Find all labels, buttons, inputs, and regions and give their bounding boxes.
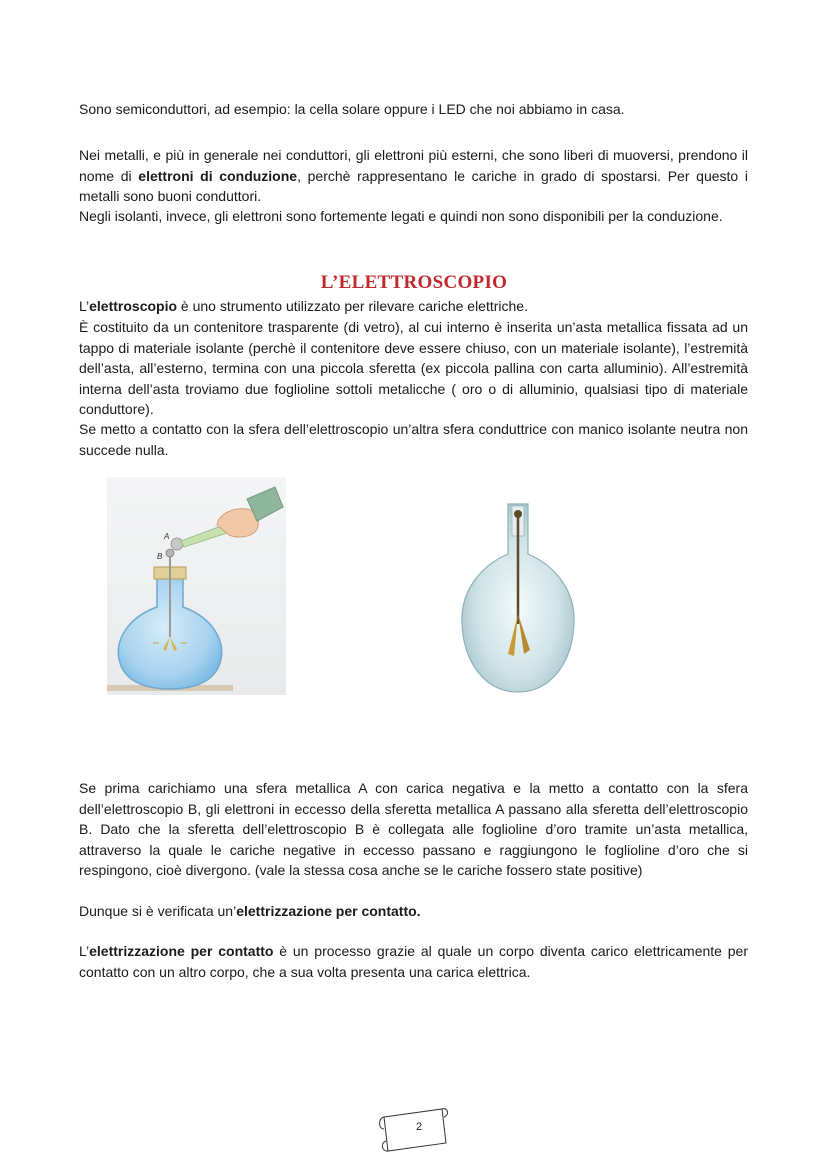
paragraph-contact-charging xyxy=(79,778,748,881)
paragraph-electroscope-def xyxy=(79,296,748,317)
section-title: L’ELETTROSCOPIO xyxy=(320,272,508,293)
term-contact-electrification-def: elettrizzazione per contatto xyxy=(89,943,274,959)
paragraph-insulators xyxy=(79,206,748,227)
paragraph-neutral-contact xyxy=(79,419,748,460)
text-conductors-c: , perchè rappresentano le cariche in grado di spostarsi. Per questo i metalli sono buoni conduttori. xyxy=(79,167,748,204)
paragraph-conductors xyxy=(79,145,748,207)
paragraph-contact-definition xyxy=(79,941,748,982)
paragraph-electroscope-structure xyxy=(79,317,748,420)
label-sphere-a: A xyxy=(164,532,170,541)
text-e3: Se metto a contatto con la sfera dell’elettroscopio un’altra sfera conduttrice con manico isolante neutra non succede nulla. xyxy=(79,421,748,458)
paragraph-contact-conclusion xyxy=(79,901,748,922)
label-sphere-b: B xyxy=(157,552,163,561)
text-e1-c: è uno strumento utilizzato per rilevare cariche elettriche. xyxy=(177,298,528,314)
term-electroscope: elettroscopio xyxy=(89,298,178,314)
text-conductors-a: Nei metalli, e più in generale nei conduttori, gli elettroni più esterni, che sono liberi di muoversi, prendono il nome di xyxy=(79,147,748,184)
text-insulators: Negli isolanti, invece, gli elettroni sono fortemente legati e quindi non sono disponibili per la conduzione. xyxy=(79,208,723,224)
text-e2: È costituito da un contenitore trasparente (di vetro), al cui interno è inserita un’asta metallica fissata ad un tappo di materiale isolante (perchè il contenitore deve essere chiuso, con un materiale isolante), l’estremità dell’asta, all’esterno, termina con una piccola sferetta (ex piccola pallina con carta alluminio). All’estremità interna dell’asta troviamo due foglioline sottoli metalicche ( oro o di alluminio, qualsiasi tipo di materiale conduttore). xyxy=(79,319,748,417)
text-c3-a: L’ xyxy=(79,943,90,959)
electroscope-diagram-icon xyxy=(107,477,286,695)
text-c2-a: Dunque si è verificata un’ xyxy=(79,903,237,919)
paragraph-semiconductors xyxy=(79,99,748,120)
text-c1: Se prima carichiamo una sfera metallica A con carica negativa e la metto a contatto con la sfera dell’elettroscopio B, gli elettroni in eccesso della sferetta metallica A passano alla sferetta dell’elettroscopio B. Dato che la sferetta dell’elettroscopio B è collegata alle foglioline d’oro tramite un’asta metallica, attraverso la quale le cariche negative in eccesso passano e raggiungono le foglioline d’oro che si respingono, cioè divergono. (vale la stessa cosa anche se le cariche fossero state positive) xyxy=(79,780,748,878)
page-number: 2 xyxy=(415,1121,423,1133)
text-e1-a: L’ xyxy=(79,298,90,314)
text-c3-c: è un processo grazie al quale un corpo diventa carico elettricamente per contatto con un altro corpo, che a sua volta presenta una carica elettrica. xyxy=(79,943,749,980)
text-semiconductors: Sono semiconduttori, ad esempio: la cella solare oppure i LED che noi abbiamo in casa. xyxy=(79,101,625,117)
term-conduction-electrons: elettroni di conduzione xyxy=(138,167,298,184)
electroscope-photo-icon xyxy=(458,494,578,695)
term-contact-electrification: elettrizzazione per contatto. xyxy=(236,903,421,919)
